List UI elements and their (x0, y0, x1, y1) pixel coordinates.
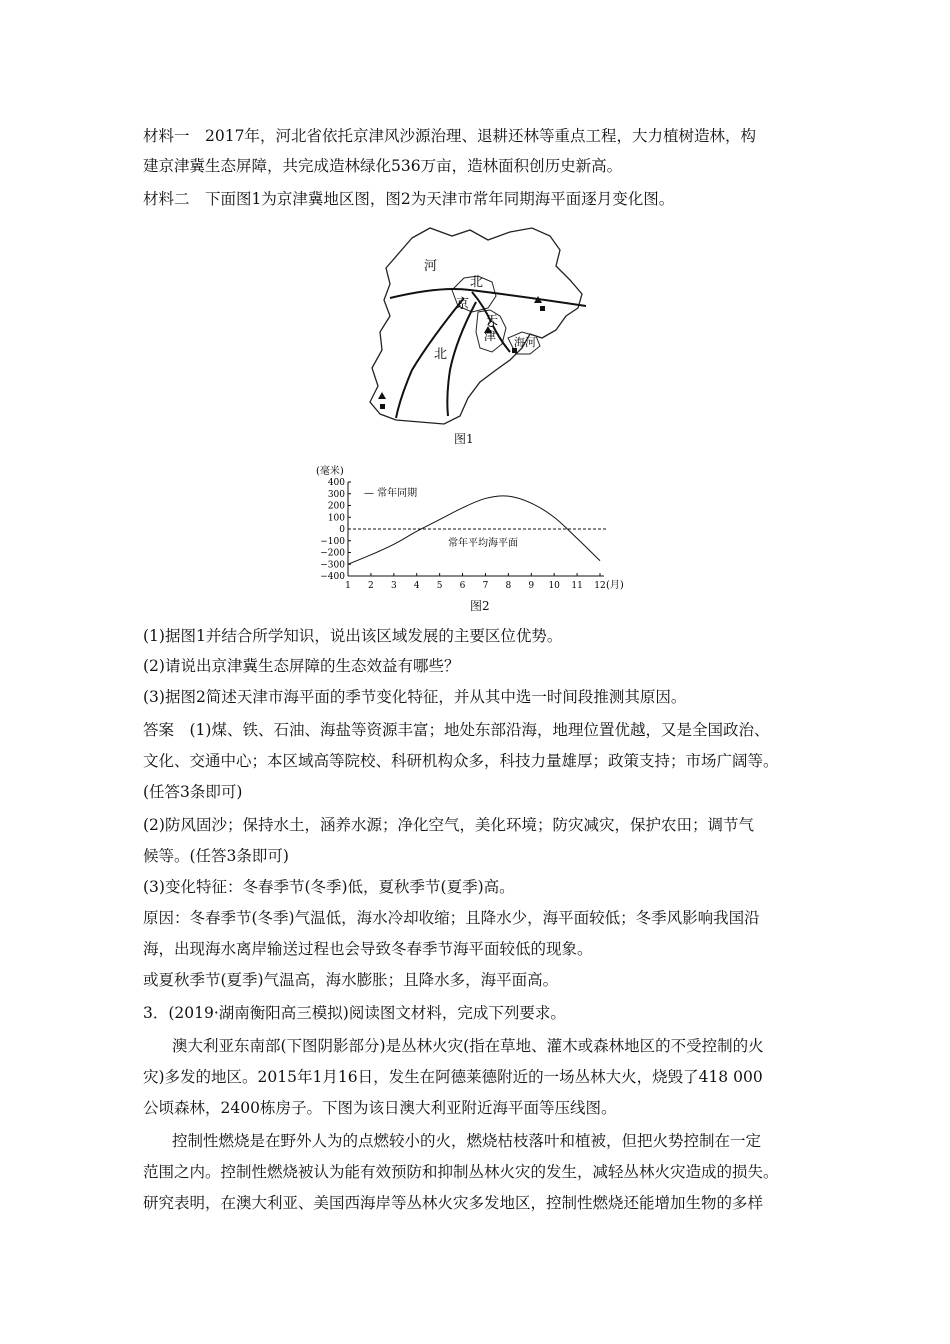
y-tick-label: −200 (320, 548, 345, 559)
mine-symbol-3 (378, 392, 386, 399)
y-tick-label: 0 (339, 525, 345, 535)
answer-3-line3: 海，出现海水离岸输送过程也会导致冬春季节海平面较低的现象。 (143, 940, 593, 958)
answer-2-line2: 候等。(任答3条即可) (143, 847, 289, 865)
figure2-caption: 图2 (470, 599, 490, 613)
problem-3-para2-line2: 范围之内。控制性燃烧被认为能有效预防和抑制丛林火灾的发生，减轻丛林火灾造成的损失。 (143, 1163, 779, 1181)
answer-1-line1: 答案 (1)煤、铁、石油、海盐等资源丰富；地处东部沿海，地理位置优越，又是全国政治、 (143, 721, 770, 739)
series-line-changnian-tongqi (348, 496, 600, 564)
x-tick-label: 2 (368, 581, 374, 591)
y-tick-label: 400 (327, 478, 345, 488)
y-tick-label: −100 (320, 536, 345, 547)
problem-3-para1-line3: 公顷森林，2400栋房子。下图为该日澳大利亚附近海平面等压线图。 (143, 1099, 617, 1117)
material1-line1: 材料一 2017年，河北省依托京津风沙源治理、退耕还林等重点工程，大力植树造林，构 (143, 127, 756, 145)
railway-south-2 (447, 302, 476, 416)
x-tick-label: 10 (548, 581, 560, 591)
x-tick-label: 8 (505, 581, 512, 591)
answer-1-line2: 文化、交通中心；本区域高等院校、科研机构众多，科技力量雄厚；政策支持；市场广阔等。 (143, 752, 779, 770)
figure1-map (360, 220, 600, 440)
x-tick-label: 7 (482, 581, 489, 591)
material2-line1: 材料二 下面图1为京津冀地区图，图2为天津市常年同期海平面逐月变化图。 (143, 190, 675, 208)
y-tick-label: −300 (320, 560, 345, 571)
y-tick-label: −400 (320, 572, 345, 582)
baseline-label: 常年平均海平面 (448, 538, 518, 549)
y-tick-label: 200 (327, 501, 345, 512)
x-tick-label: 1 (345, 581, 351, 591)
question-1: (1)据图1并结合所学知识，说出该区域发展的主要区位优势。 (143, 627, 563, 645)
answer-3-line2: 原因：冬春季节(冬季)气温低，海水冷却收缩；且降水少，海平面较低；冬季风影响我国沿 (143, 909, 760, 927)
x-tick-label: 4 (413, 581, 420, 591)
x-tick-label: 5 (436, 581, 443, 591)
answer-1-line3: (任答3条即可) (143, 783, 243, 801)
resource-symbol-2 (380, 404, 385, 409)
y-tick-label: 300 (327, 489, 345, 500)
x-tick-label: 11 (571, 581, 583, 591)
label-bei-bottom: 北 (434, 347, 448, 362)
x-unit-label: (月) (606, 580, 624, 591)
series-label: — 常年同期 (364, 488, 418, 499)
problem-3-para1-line1: 澳大利亚东南部(下图阴影部分)是丛林火灾(指在草地、灌木或森林地区的不受控制的火 (172, 1037, 764, 1055)
label-tian: 天 (486, 313, 499, 327)
material1-line2: 建京津冀生态屏障，共完成造林绿化536万亩，造林面积创历史新高。 (143, 157, 623, 175)
answer-3-line4: 或夏秋季节(夏季)气温高，海水膨胀；且降水多，海平面高。 (143, 971, 559, 989)
x-tick-label: 6 (459, 581, 466, 591)
y-tick-label: 100 (327, 513, 345, 524)
question-3: (3)据图2简述天津市海平面的季节变化特征，并从其中选一时间段推测其原因。 (143, 688, 687, 706)
x-tick-label: 9 (528, 581, 535, 591)
question-2: (2)请说出京津冀生态屏障的生态效益有哪些？ (143, 657, 460, 675)
x-tick-label: 12 (594, 581, 606, 591)
label-bei-top: 北 (470, 275, 484, 290)
answer-2-line1: (2)防风固沙；保持水土，涵养水源；净化空气，美化环境；防灾减灾，保护农田；调节气 (143, 816, 754, 834)
label-haihe: 海河 (514, 336, 536, 349)
label-he: 河 (424, 259, 438, 274)
y-unit-label: (毫米) (316, 466, 344, 477)
railway-east-west (390, 289, 586, 306)
figure2-chart (312, 460, 642, 610)
label-jing: 京 (456, 297, 470, 312)
problem-3-header: 3．(2019·湖南衡阳高三模拟)阅读图文材料，完成下列要求。 (143, 1004, 566, 1022)
label-jin: 津 (484, 329, 497, 343)
problem-3-para2-line3: 研究表明，在澳大利亚、美国西海岸等丛林火灾多发地区，控制性燃烧还能增加生物的多样 (143, 1194, 764, 1212)
x-tick-label: 3 (390, 581, 397, 591)
problem-3-para1-line2: 灾)多发的地区。2015年1月16日，发生在阿德莱德附近的一场丛林大火，烧毁了418 000 (143, 1068, 763, 1086)
problem-3-para2-line1: 控制性燃烧是在野外人为的点燃较小的火，燃烧枯枝落叶和植被，但把火势控制在一定 (172, 1132, 762, 1150)
figure1-caption: 图1 (454, 432, 474, 446)
answer-3-line1: (3)变化特征：冬春季节(冬季)低，夏秋季节(夏季)高。 (143, 878, 515, 896)
resource-symbol-1 (540, 306, 545, 311)
